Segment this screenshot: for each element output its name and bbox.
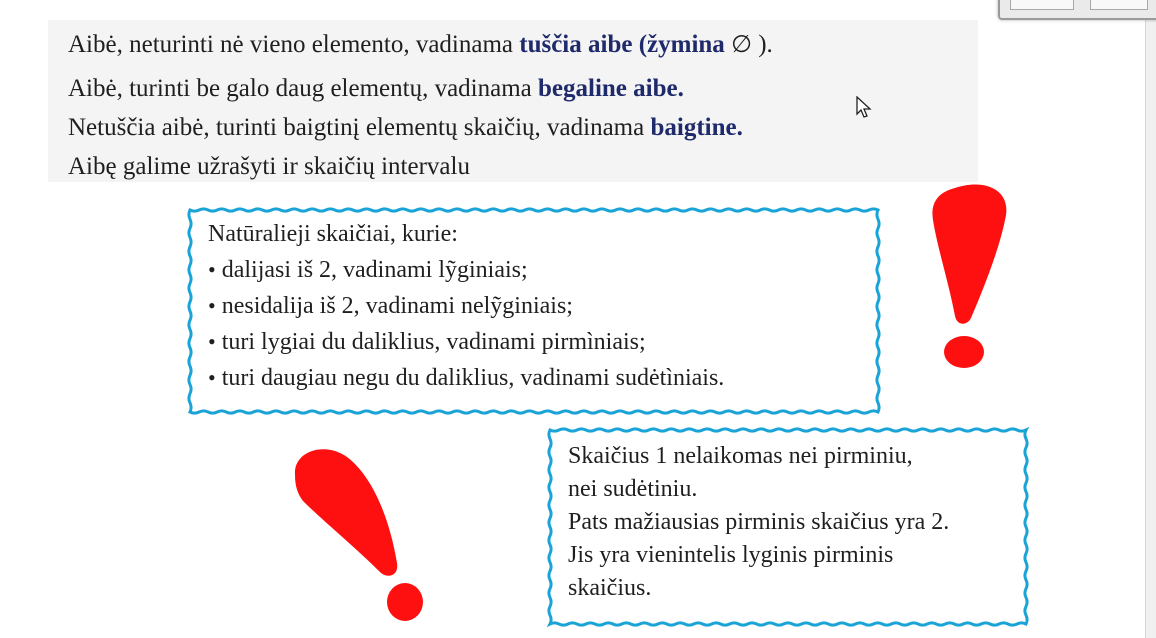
interval-note: Aibę galime užrašyti ir skaičių intervalu — [68, 153, 470, 180]
window-edge — [1145, 0, 1156, 638]
note-line: Jis yra vienintelis lyginis pirminis — [568, 542, 894, 568]
text: Aibė, turinti be galo daug elementų, vadinama — [68, 75, 538, 102]
term-finite-set: baigtine. — [650, 114, 743, 141]
empty-set-symbol: ∅ — [731, 32, 752, 58]
definition-empty-set — [68, 30, 773, 60]
window-button[interactable] — [1090, 0, 1148, 10]
list-item — [208, 290, 880, 326]
item-text: turi daugiau negu du daliklius, vadinami sudėtìniais. — [221, 365, 725, 391]
bullet: • — [208, 293, 216, 318]
note-line: Skaičius 1 nelaikomas nei pirminiu, — [568, 443, 913, 469]
item-text: turi lygiai du daliklius, vadinami pirmìniais; — [221, 329, 646, 355]
box-title: Natūralieji skaičiai, kurie: — [208, 221, 458, 247]
bullet: • — [208, 257, 216, 282]
number-one-note-box — [548, 428, 1028, 626]
list-item — [208, 362, 880, 398]
item-text: dalijasi iš 2, vadinami lỹginiais; — [221, 257, 528, 283]
mouse-cursor-icon — [855, 96, 873, 120]
window-button[interactable] — [1010, 0, 1074, 10]
note-line: nei sudėtiniu. — [568, 476, 698, 502]
term-infinite-set: begaline aibe. — [538, 75, 684, 102]
note-line: skaičius. — [568, 575, 652, 601]
item-text: nesidalija iš 2, vadinami nelỹginiais; — [221, 293, 573, 319]
list-item — [208, 254, 880, 290]
natural-numbers-box — [188, 208, 880, 414]
list-item — [208, 326, 880, 362]
notation-label: (žymina — [632, 31, 732, 58]
exclamation-icon — [925, 180, 1015, 375]
note-line: Pats mažiausias pirminis skaičius yra 2. — [568, 509, 950, 535]
term-empty-set: tuščia aibe — [519, 31, 633, 58]
text: Netuščia aibė, turinti baigtinį elementų skaičių, vadinama — [68, 114, 651, 141]
window-control-fragment — [998, 0, 1156, 20]
text-end: ). — [751, 31, 773, 58]
exclamation-icon — [285, 445, 435, 630]
bullet: • — [208, 329, 216, 354]
definition-finite-set — [68, 113, 743, 143]
bullet: • — [208, 365, 216, 390]
text: Aibė, neturinti nė vieno elemento, vadinama — [68, 31, 520, 58]
definition-infinite-set — [68, 74, 684, 104]
